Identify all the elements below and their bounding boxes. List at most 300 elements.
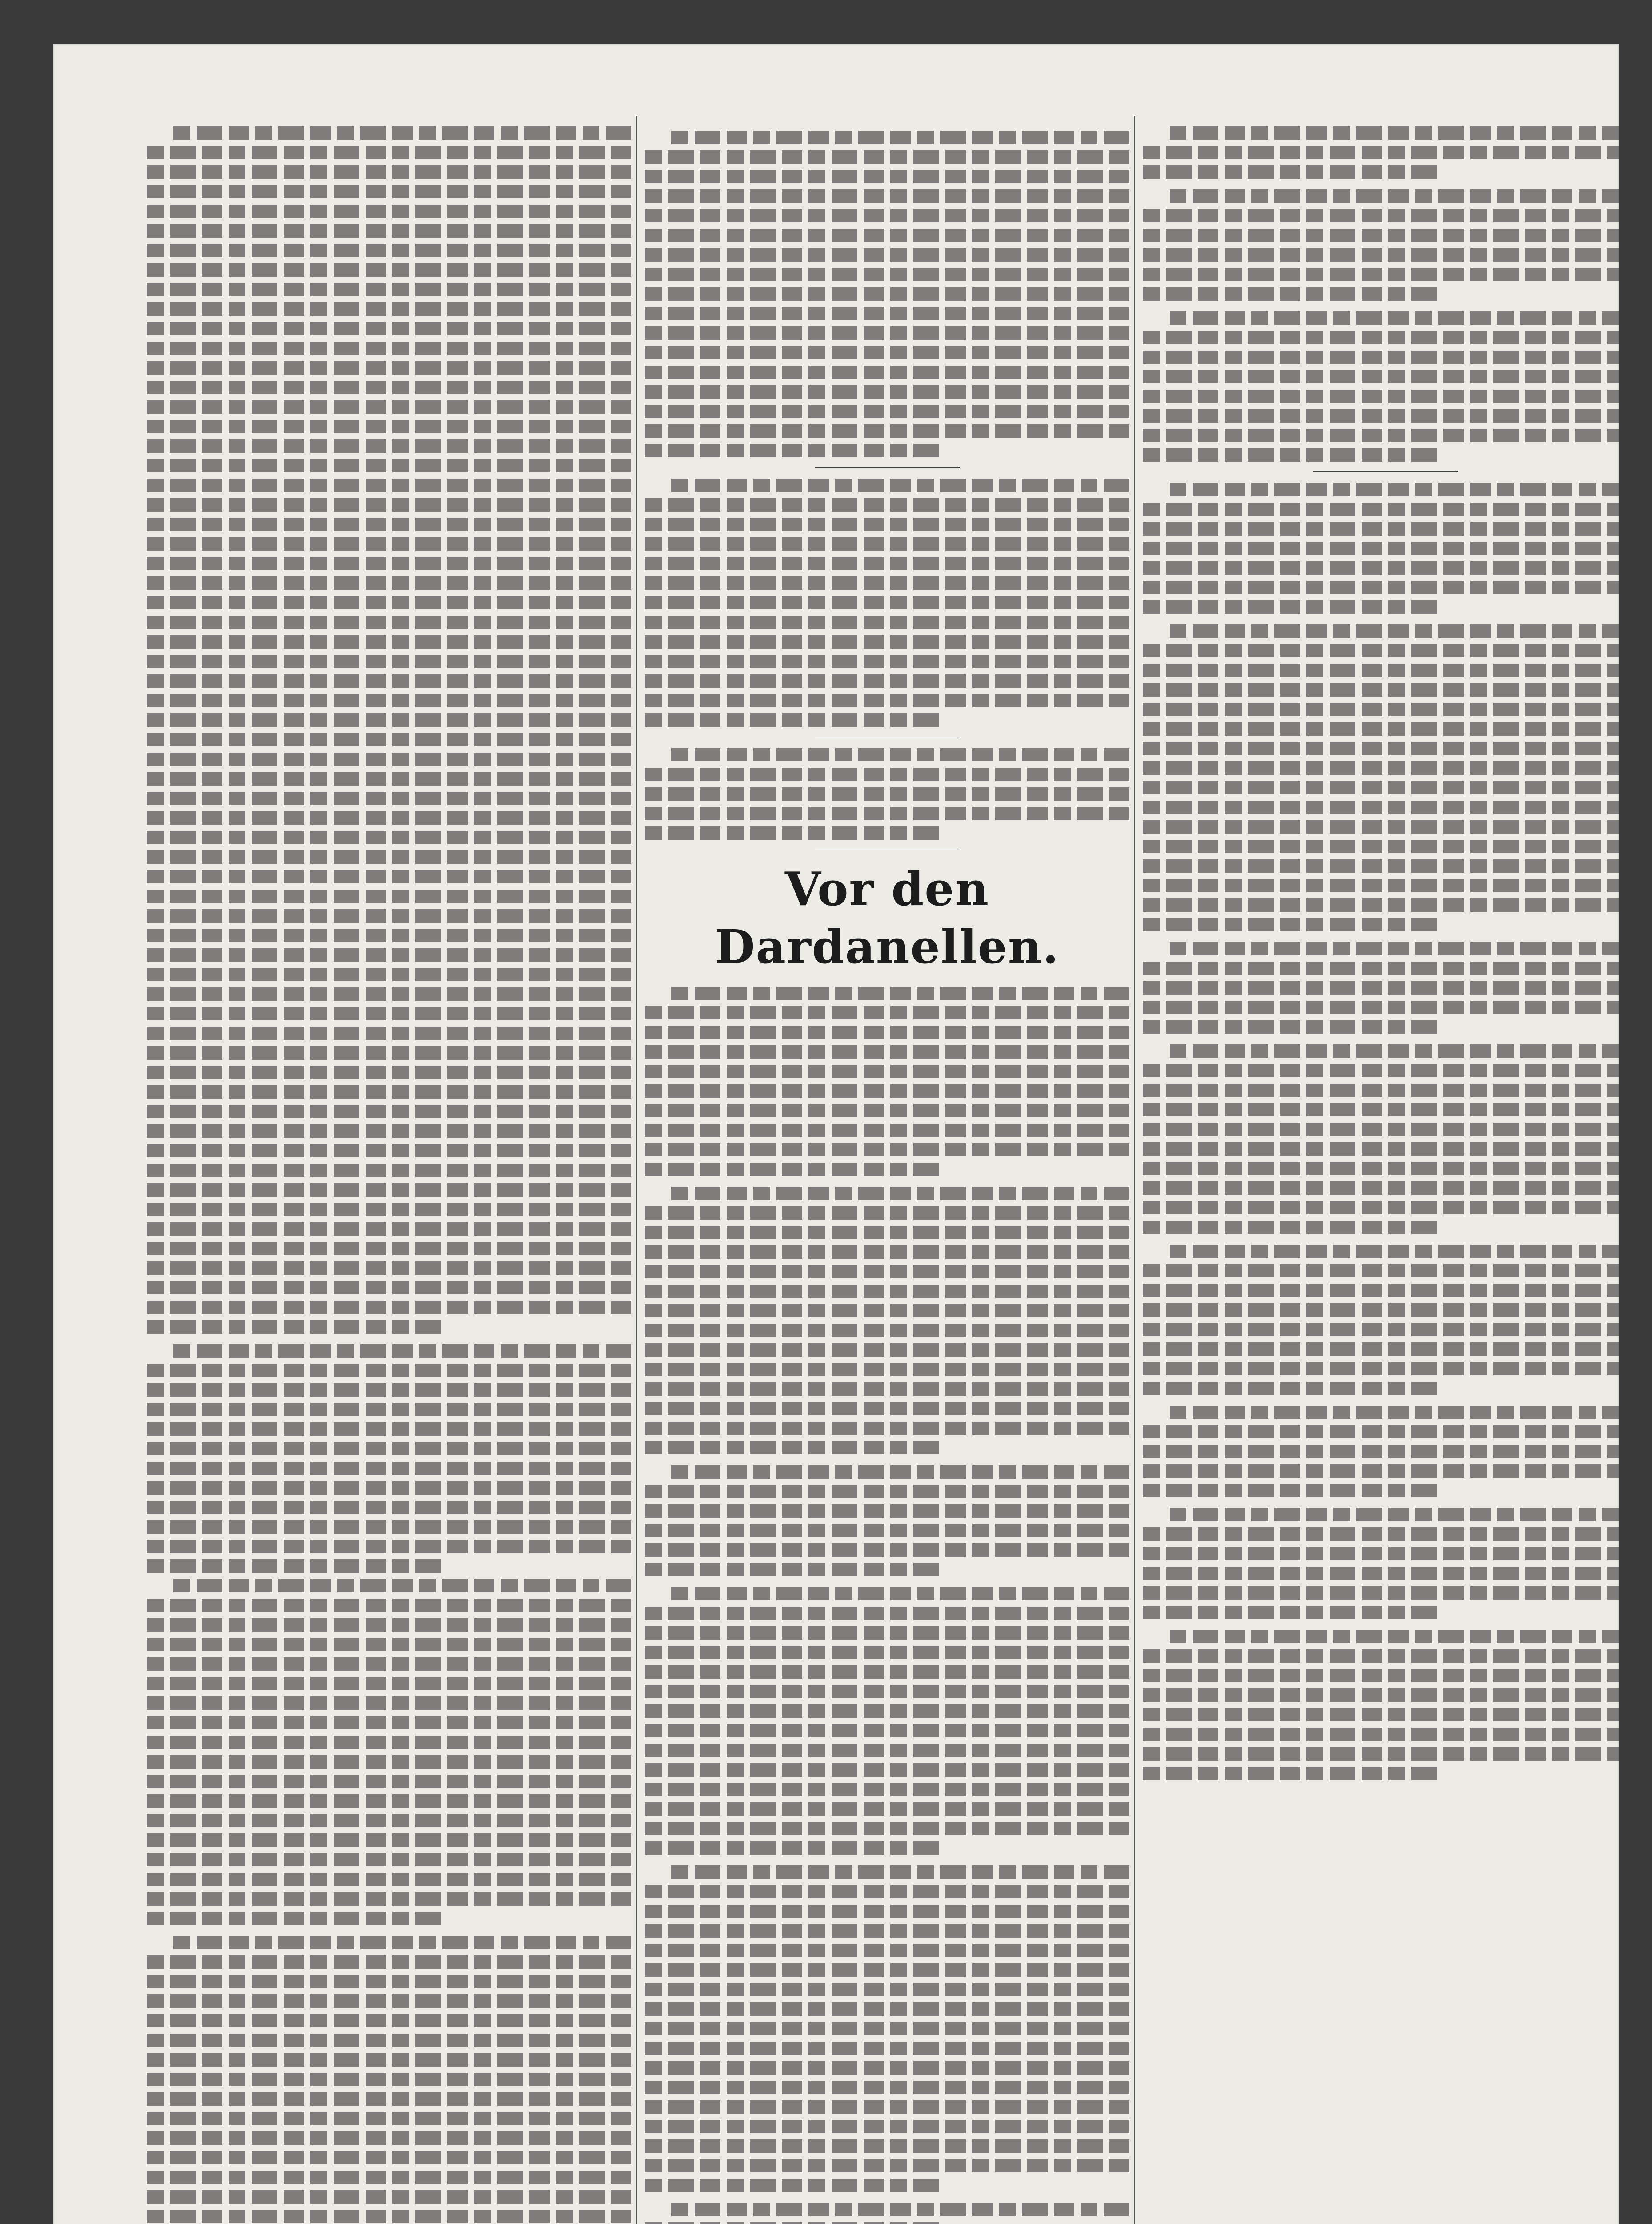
text-line <box>147 1520 631 1534</box>
text-line <box>1143 1001 1628 1014</box>
text-line <box>645 1724 1129 1737</box>
text-line <box>1143 229 1628 242</box>
text-line <box>645 287 1129 301</box>
text-line <box>147 2210 631 2223</box>
text-line <box>147 1481 631 1495</box>
text-line <box>1143 1649 1628 1663</box>
text-line <box>147 733 631 746</box>
text-line <box>147 1462 631 1475</box>
text-line <box>1143 1425 1628 1438</box>
text-line <box>1143 1445 1628 1458</box>
text-line <box>645 1841 945 1855</box>
text-line <box>1170 189 1628 203</box>
text-line <box>147 1301 631 1314</box>
section-headline: Vor den Dardanellen. <box>715 862 1060 974</box>
text-line <box>645 2222 945 2224</box>
article-text <box>1143 624 1628 931</box>
text-line <box>645 150 1129 164</box>
text-line <box>147 1618 631 1632</box>
text-line <box>1143 1342 1628 1356</box>
text-line <box>147 1085 631 1099</box>
text-line <box>645 1983 1129 1996</box>
text-line <box>173 1936 631 1949</box>
text-line <box>147 2112 631 2125</box>
text-line <box>147 1755 631 1769</box>
article-text <box>645 479 1129 727</box>
text-line <box>645 1402 1129 1415</box>
column-2 <box>645 120 1129 2224</box>
text-line <box>1143 1382 1443 1395</box>
text-line <box>645 1607 1129 1620</box>
text-line <box>147 1775 631 1788</box>
column-divider <box>636 116 637 2224</box>
text-line <box>645 1763 1129 1777</box>
text-line <box>147 498 631 512</box>
text-line <box>1143 781 1628 794</box>
text-line <box>147 1046 631 1060</box>
text-line <box>147 596 631 609</box>
text-line <box>1143 1020 1443 1034</box>
text-line <box>147 1281 631 1294</box>
text-line <box>671 1187 1129 1200</box>
text-line <box>1170 624 1628 638</box>
text-line <box>1143 1303 1628 1317</box>
text-line <box>645 1744 1129 1757</box>
article-text <box>1143 189 1628 301</box>
text-line <box>1170 311 1628 325</box>
text-line <box>1143 703 1628 716</box>
text-line <box>1143 522 1628 536</box>
text-line <box>173 126 631 140</box>
text-line <box>645 1646 1129 1659</box>
text-line <box>645 2159 1129 2172</box>
text-line <box>147 929 631 942</box>
text-line <box>147 1066 631 1079</box>
text-line <box>1143 165 1443 179</box>
text-line <box>645 826 945 840</box>
text-line <box>645 1382 1129 1396</box>
column-divider <box>1134 116 1135 2224</box>
text-line <box>147 2092 631 2106</box>
text-line <box>645 1026 1129 1039</box>
text-line <box>645 807 1129 820</box>
text-line <box>147 1320 447 1334</box>
text-line <box>645 170 1129 183</box>
text-line <box>1143 1464 1628 1478</box>
text-line <box>1143 879 1628 892</box>
text-line <box>645 2002 1129 2016</box>
text-line <box>671 2203 1129 2216</box>
article-text <box>645 1465 1129 1576</box>
text-line <box>147 1716 631 1729</box>
text-line <box>645 2022 1129 2035</box>
text-line <box>147 479 631 492</box>
text-line <box>1143 370 1628 383</box>
text-line <box>1143 1264 1628 1277</box>
text-line <box>1143 1142 1628 1156</box>
text-line <box>645 576 1129 590</box>
text-line <box>1170 1630 1628 1643</box>
text-line <box>147 1105 631 1118</box>
text-line <box>1143 600 1443 614</box>
text-line <box>1143 1201 1628 1214</box>
article-text <box>645 1587 1129 1855</box>
text-line <box>645 346 1129 359</box>
text-line <box>147 1242 631 1255</box>
text-line <box>147 616 631 629</box>
text-line <box>147 302 631 316</box>
text-line <box>645 1245 1129 1259</box>
text-line <box>645 1163 945 1176</box>
text-line <box>671 1587 1129 1600</box>
text-line <box>147 165 631 179</box>
text-line <box>645 713 945 727</box>
text-line <box>147 2073 631 2086</box>
text-line <box>147 870 631 883</box>
text-line <box>1143 1708 1628 1721</box>
text-line <box>1143 331 1628 344</box>
text-line <box>1143 761 1628 775</box>
text-line <box>1143 801 1628 814</box>
text-line <box>147 420 631 433</box>
text-line <box>645 1944 1129 1957</box>
text-line <box>645 1822 1129 1835</box>
text-line <box>1170 483 1628 496</box>
text-line <box>1143 918 1443 931</box>
text-line <box>671 131 1129 144</box>
text-line <box>1143 351 1628 364</box>
text-line <box>645 2139 1129 2153</box>
section-rule <box>815 467 960 468</box>
text-line <box>1170 126 1628 140</box>
text-line <box>147 1696 631 1710</box>
text-line <box>645 189 1129 203</box>
text-line <box>1143 1284 1628 1297</box>
text-line <box>645 2061 1129 2075</box>
text-line <box>645 1924 1129 1938</box>
text-line <box>147 1657 631 1671</box>
text-line <box>645 1543 1129 1557</box>
text-line <box>645 1802 1129 1816</box>
text-line <box>147 1403 631 1416</box>
text-line <box>645 1441 945 1454</box>
text-line <box>645 1045 1129 1059</box>
text-line <box>147 1124 631 1138</box>
article-text <box>1143 1508 1628 1619</box>
text-line <box>147 1892 631 1906</box>
text-line <box>147 909 631 923</box>
text-line <box>147 2053 631 2067</box>
article-text <box>645 748 1129 840</box>
text-line <box>671 1465 1129 1479</box>
text-line <box>147 146 631 159</box>
text-line <box>645 1143 1129 1156</box>
text-line <box>1143 1606 1443 1619</box>
section-rule <box>1313 471 1458 472</box>
article-text <box>645 1187 1129 1454</box>
text-line <box>645 768 1129 781</box>
text-line <box>1143 542 1628 555</box>
text-line <box>645 1285 1129 1298</box>
article-text <box>645 987 1129 1176</box>
text-line <box>1143 268 1628 281</box>
text-line <box>147 1540 631 1553</box>
text-line <box>147 244 631 257</box>
article-text <box>1143 483 1628 614</box>
article-text <box>147 1579 631 1925</box>
text-line <box>645 1124 1129 1137</box>
text-line <box>1143 409 1628 423</box>
text-line <box>1143 1669 1628 1682</box>
text-line <box>645 655 1129 668</box>
text-line <box>645 1563 945 1576</box>
text-line <box>147 342 631 355</box>
text-line <box>147 1261 631 1275</box>
article-text <box>147 126 631 1334</box>
text-line <box>1143 1362 1628 1375</box>
text-line <box>1170 1044 1628 1058</box>
text-line <box>645 1324 1129 1337</box>
text-line <box>1143 448 1443 462</box>
text-line <box>1143 981 1628 995</box>
text-line <box>1143 581 1628 594</box>
text-line <box>1143 561 1628 575</box>
text-line <box>645 1104 1129 1117</box>
text-line <box>147 1814 631 1827</box>
text-line <box>1143 1084 1628 1097</box>
text-line <box>147 2131 631 2145</box>
text-line <box>147 850 631 864</box>
article-text <box>1143 1245 1628 1395</box>
text-line <box>1143 1162 1628 1175</box>
text-line <box>1143 1323 1628 1336</box>
text-line <box>645 518 1129 531</box>
text-line <box>645 2120 1129 2133</box>
text-line <box>1143 1103 1628 1116</box>
text-line <box>147 968 631 981</box>
text-line <box>1143 664 1628 677</box>
text-line <box>671 748 1129 761</box>
text-line <box>147 2014 631 2027</box>
text-line <box>1143 840 1628 853</box>
text-line <box>147 2171 631 2184</box>
text-line <box>1143 429 1628 442</box>
text-line <box>1170 1245 1628 1258</box>
text-line <box>147 890 631 903</box>
article-text <box>1143 1630 1628 1780</box>
text-line <box>147 2034 631 2047</box>
text-line <box>645 229 1129 242</box>
text-line <box>147 2151 631 2164</box>
text-line <box>147 1994 631 2008</box>
text-line <box>1170 1406 1628 1419</box>
text-line <box>147 1203 631 1216</box>
text-line <box>147 361 631 375</box>
text-line <box>645 616 1129 629</box>
text-line <box>173 1344 631 1358</box>
text-line <box>645 1084 1129 1098</box>
text-line <box>645 1065 1129 1078</box>
text-line <box>147 1599 631 1612</box>
text-line <box>173 1579 631 1592</box>
text-line <box>645 1006 1129 1019</box>
text-line <box>147 576 631 590</box>
text-line <box>1143 1586 1628 1600</box>
text-line <box>645 385 1129 399</box>
text-line <box>645 674 1129 688</box>
text-line <box>147 557 631 570</box>
text-line <box>1143 1767 1443 1780</box>
text-line <box>1143 1064 1628 1077</box>
text-line <box>1143 1688 1628 1702</box>
text-line <box>645 1304 1129 1317</box>
text-line <box>645 1665 1129 1679</box>
text-line <box>1170 942 1628 955</box>
text-line <box>147 1222 631 1236</box>
text-line <box>1143 1181 1628 1195</box>
text-line <box>645 209 1129 222</box>
text-line <box>645 1265 1129 1278</box>
text-line <box>645 1206 1129 1220</box>
text-line <box>645 1343 1129 1357</box>
text-line <box>147 263 631 277</box>
text-line <box>147 283 631 296</box>
text-line <box>645 424 1129 438</box>
text-line <box>147 1677 631 1690</box>
article-text <box>1143 942 1628 1034</box>
text-line <box>147 987 631 1001</box>
text-line <box>147 655 631 668</box>
text-line <box>645 1685 1129 1698</box>
article-text <box>645 131 1129 457</box>
text-line <box>147 381 631 394</box>
text-line <box>147 1638 631 1651</box>
text-line <box>147 1955 631 1969</box>
text-line <box>147 811 631 825</box>
text-line <box>147 772 631 786</box>
text-line <box>1143 644 1628 657</box>
text-line <box>1143 390 1628 403</box>
text-line <box>147 1007 631 1020</box>
text-line <box>147 1736 631 1749</box>
text-line <box>645 2042 1129 2055</box>
text-line <box>1143 287 1443 301</box>
text-line <box>147 439 631 453</box>
text-line <box>147 1853 631 1866</box>
text-line <box>645 307 1129 320</box>
text-line <box>645 1626 1129 1640</box>
text-line <box>645 326 1129 340</box>
text-line <box>645 248 1129 262</box>
text-line <box>645 1485 1129 1498</box>
text-line <box>1143 820 1628 834</box>
text-line <box>645 268 1129 281</box>
text-line <box>147 635 631 649</box>
text-line <box>645 2179 945 2192</box>
text-line <box>147 753 631 766</box>
text-line <box>1143 1747 1628 1761</box>
text-line <box>147 459 631 472</box>
text-line <box>147 948 631 962</box>
text-line <box>1143 1484 1443 1497</box>
text-line <box>645 1885 1129 1898</box>
text-line <box>147 713 631 727</box>
text-line <box>147 205 631 218</box>
text-line <box>645 1504 1129 1518</box>
text-line <box>645 537 1129 551</box>
article-text <box>1143 311 1628 462</box>
text-line <box>645 1905 1129 1918</box>
text-line <box>1143 742 1628 755</box>
text-line <box>671 987 1129 1000</box>
text-line <box>1143 1547 1628 1560</box>
text-line <box>1170 1508 1628 1521</box>
newspaper-page <box>53 44 1619 2224</box>
text-line <box>147 2190 631 2204</box>
article-text <box>645 1865 1129 2192</box>
text-line <box>671 479 1129 492</box>
text-line <box>645 444 945 457</box>
text-line <box>1143 1221 1443 1234</box>
text-line <box>147 224 631 238</box>
text-line <box>147 518 631 531</box>
text-line <box>147 1364 631 1377</box>
text-line <box>147 792 631 805</box>
column-1 <box>147 120 631 2224</box>
text-line <box>645 498 1129 512</box>
text-line <box>1143 1527 1628 1541</box>
text-line <box>1143 859 1628 873</box>
text-line <box>147 831 631 844</box>
text-line <box>147 400 631 414</box>
text-line <box>147 1912 447 1925</box>
text-line <box>1143 962 1628 975</box>
text-line <box>645 2100 1129 2114</box>
text-line <box>147 1164 631 1177</box>
text-line <box>1143 503 1628 516</box>
text-line <box>147 1422 631 1436</box>
text-line <box>147 1559 447 1573</box>
text-line <box>147 1975 631 1988</box>
article-text <box>1143 1044 1628 1234</box>
column-3 <box>1143 120 1628 1786</box>
text-line <box>645 1783 1129 1796</box>
article-text <box>147 1936 631 2224</box>
text-line <box>147 1442 631 1455</box>
article-text <box>147 1344 631 1573</box>
text-line <box>147 1501 631 1514</box>
text-line <box>147 1183 631 1197</box>
text-line <box>645 1524 1129 1537</box>
text-line <box>645 1963 1129 1977</box>
text-line <box>147 1027 631 1040</box>
text-line <box>1143 146 1628 159</box>
text-line <box>645 1704 1129 1718</box>
text-line <box>147 1383 631 1397</box>
text-line <box>645 787 1129 801</box>
text-line <box>645 1363 1129 1376</box>
text-line <box>147 322 631 335</box>
text-line <box>1143 1123 1628 1136</box>
text-line <box>645 2081 1129 2094</box>
text-line <box>1143 248 1628 262</box>
text-line <box>1143 1567 1628 1580</box>
text-line <box>147 537 631 551</box>
text-line <box>1143 1728 1628 1741</box>
article-text <box>1143 126 1628 179</box>
text-line <box>147 1833 631 1847</box>
article-text <box>1143 1406 1628 1497</box>
